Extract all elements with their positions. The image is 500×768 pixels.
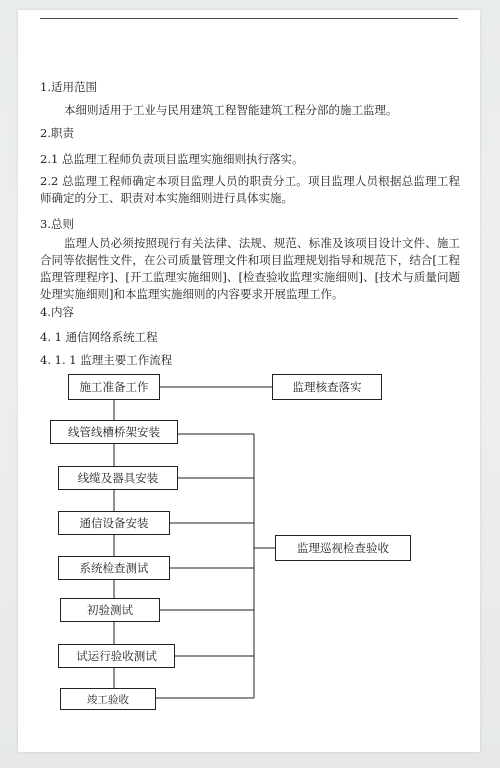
section-1-body: 本细则适用于工业与民用建筑工程智能建筑工程分部的施工监理。 [64, 103, 398, 117]
section-2-2: 2.2 总监理工程师确定本项目监理人员的职责分工。项目监理人员根据总监理工程师确定的分工、职责对本实施细则进行具体实施。 [40, 174, 460, 205]
flow-step-4: 通信设备安装 [58, 511, 170, 535]
section-4-1-1: 4. 1. 1 监理主要工作流程 [40, 353, 173, 367]
section-1-heading: 1.适用范围 [40, 80, 97, 94]
section-4-1: 4. 1 通信网络系统工程 [40, 330, 158, 344]
flow-step-1: 施工准备工作 [68, 374, 160, 400]
flow-step-6: 初验测试 [60, 598, 160, 622]
flow-step-3: 线缆及器具安装 [58, 466, 178, 490]
section-4-heading: 4.内容 [40, 305, 74, 319]
check-box: 监理核查落实 [272, 374, 382, 400]
section-2-heading: 2.职责 [40, 126, 74, 140]
flow-step-5: 系统检查测试 [58, 556, 170, 580]
flow-step-8: 竣工验收 [60, 688, 156, 710]
patrol-box: 监理巡视检查验收 [275, 535, 411, 561]
section-3-heading: 3.总则 [40, 217, 74, 231]
flow-step-7: 试运行验收测试 [58, 644, 175, 668]
section-2-1: 2.1 总监理工程师负责项目监理实施细则执行落实。 [40, 152, 304, 166]
flow-step-2: 线管线槽桥架安装 [50, 420, 178, 444]
document-page [18, 10, 480, 752]
section-3-body: 监理人员必须按照现行有关法律、法规、规范、标准及该项目设计文件、施工合同等依据性文件，在公司质量管理文件和项目监理规划指导和规范下，结合[工程监理管理程序]、[开工监理实施细则]、[检查验收监理实施细则]、[技术与质量问题处理实施细则]和本监理实施细则的内容要求开展监理工作。 [40, 236, 460, 301]
